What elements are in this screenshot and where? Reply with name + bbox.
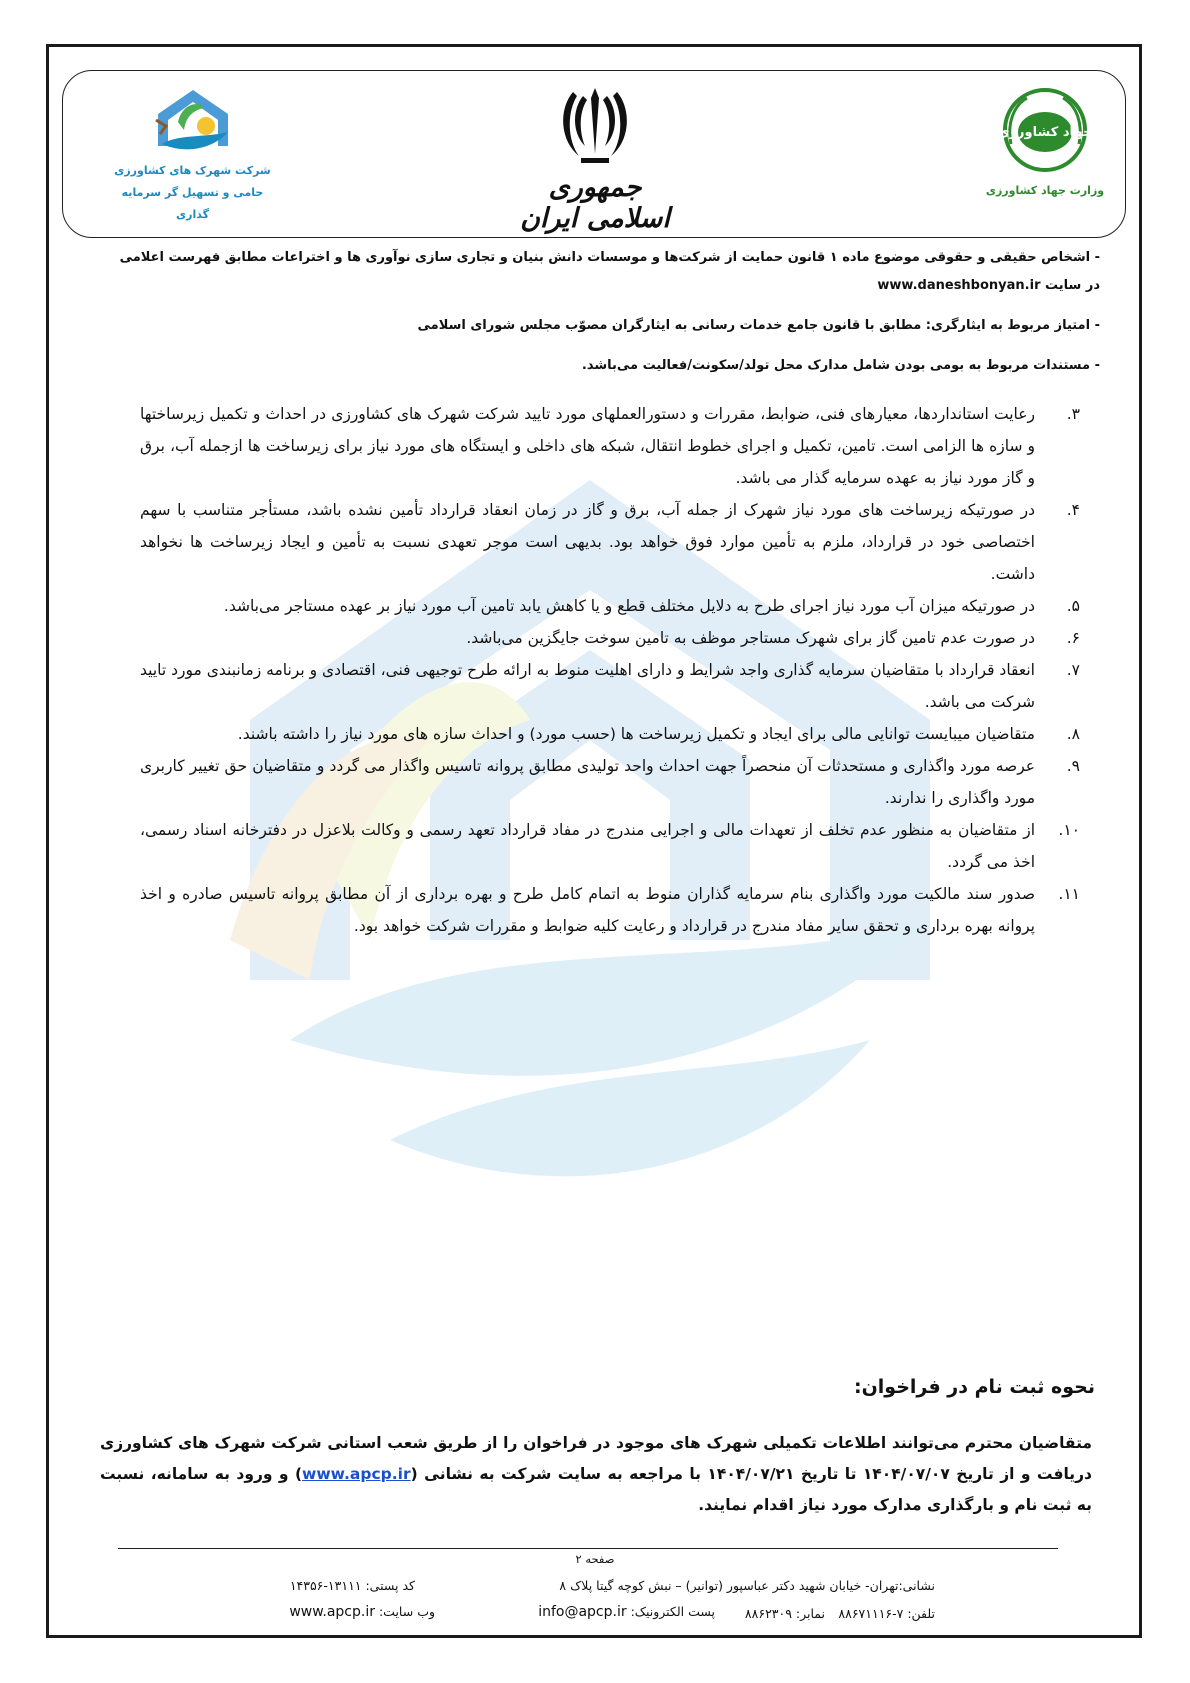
list-item: [140, 622, 1080, 654]
item-number: ۹.: [1066, 757, 1080, 775]
footer-postal-code: کد پستی: ۱۳۱۱۱-۱۴۳۵۶: [289, 1578, 415, 1593]
iran-coat-of-arms-icon: [555, 84, 635, 166]
website-label: وب سایت:: [378, 1604, 435, 1619]
item-number: ۱۱.: [1058, 885, 1080, 903]
item-text: از متقاضیان به منظور عدم تخلف از تعهدات مالی و اجرایی مندرج در مفاد قرارداد تعهد رسمی و وکالت بلاعزل در دفترخانه اسناد رسمی، اخذ می گردد.: [140, 821, 1035, 871]
bullet-note: - اشخاص حقیقی و حقوقی موضوع ماده ۱ قانون حمایت از شرکت‌ها و موسسات دانش بنیان و تجاری سازی نوآوری ها و اختراعات مطابق فهرست اعلامی در سایت www.daneshbonyan.ir: [119, 250, 1100, 293]
list-item: [140, 878, 1080, 942]
list-item: [140, 750, 1080, 814]
list-item: [140, 494, 1080, 590]
bullet-note: - مستندات مربوط به بومی بودن شامل مدارک محل تولد/سکونت/فعالیت می‌باشد.: [581, 358, 1100, 373]
registration-text-part: متقاضیان محترم می‌توانند اطلاعات تکمیلی شهرک های موجود در فراخوان را از طریق شعب استانی شرکت شهرک های کشاورزی دریافت و از تاریخ ۱۴۰۴/۰۷/۰۷ تا تاریخ ۱۴۰۴/۰۷/۲۱ با مراجعه به سایت شرکت به نشانی (: [100, 1434, 1092, 1483]
footer-email: [538, 1604, 715, 1620]
item-number: ۳.: [1066, 405, 1080, 423]
registration-text: [100, 1428, 1092, 1521]
agricultural-towns-logo: [110, 86, 275, 226]
left-logo-line1: شرکت شهرک های کشاورزی: [114, 164, 271, 177]
bullet-note: - امتیاز مربوط به ایثارگری: مطابق با قانون جامع خدمات رسانی به ایثارگران مصوّب مجلس شورای اسلامی: [417, 318, 1100, 333]
list-item: [140, 814, 1080, 878]
ministry-emblem-icon: [997, 84, 1093, 176]
item-text: عرصه مورد واگذاری و مستحدثات آن منحصراً جهت احداث واحد تولیدی مطابق پروانه تاسیس واگذار می گردد و متقاضیان حق تغییر کاربری مورد واگذاری را ندارند.: [140, 757, 1035, 807]
bullet-notes: [110, 244, 1100, 380]
ministry-caption: وزارت جهاد کشاورزی: [985, 184, 1105, 197]
republic-title: جمهوری اسلامی ایران: [520, 172, 670, 234]
registration-text-part: ) و ورود به سامانه، نسبت به ثبت نام و بارگذاری مدارک مورد نیاز اقدام نمایند.: [100, 1465, 1092, 1514]
list-item: [140, 654, 1080, 718]
footer-phone: تلفن: ۷-۸۸۶۷۱۱۱۶: [838, 1606, 935, 1621]
item-number: ۶.: [1066, 629, 1080, 647]
item-text: در صورتیکه زیرساخت های مورد نیاز شهرک از جمله آب، برق و گاز در زمان انعقاد قرارداد تأمین نشده باشد، مستأجر متناسب با سهم اختصاصی خود در قرارداد، ملزم به تأمین موارد فوق خواهد بود. بدیهی است موجر تعهدی نسبت به تأمین و ایجاد زیرساخت ها نخواهد داشت.: [140, 501, 1035, 583]
footer-divider: [118, 1548, 1058, 1549]
email-label: پست الکترونیک:: [630, 1604, 715, 1619]
list-item: [140, 590, 1080, 622]
website-link[interactable]: www.apcp.ir: [289, 1604, 375, 1620]
ministry-logo: [985, 84, 1105, 214]
item-number: ۸.: [1066, 725, 1080, 743]
email-link[interactable]: info@apcp.ir: [538, 1604, 627, 1620]
item-number: ۴.: [1066, 501, 1080, 519]
item-text: متقاضیان میبایست توانایی مالی برای ایجاد و تکمیل زیرساخت ها (حسب مورد) و احداث سازه های مورد نیاز را داشته باشند.: [237, 725, 1035, 743]
left-logo-line2: حامی و تسهیل گر سرمایه گذاری: [121, 186, 264, 221]
footer-website: [289, 1604, 435, 1620]
item-text: صدور سند مالکیت مورد واگذاری بنام سرمایه گذاران منوط به اتمام کامل طرح و بهره برداری از آن مطابق پروانه تاسیس صادره و اخذ پروانه بهره برداری و تحقق سایر مفاد مندرج در قرارداد و رعایت کلیه ضوابط و مقررات شرکت خواهد بود.: [140, 885, 1035, 935]
item-text: در صورتیکه میزان آب مورد نیاز اجرای طرح به دلایل مختلف قطع و یا کاهش یابد تامین آب مورد نیاز بر عهده مستاجر می‌باشد.: [223, 597, 1035, 615]
footer-address: نشانی:تهران- خیابان شهید دکتر عباسپور (توانیر) – نبش کوچه گیتا پلاک ۸: [559, 1578, 935, 1593]
item-text: در صورت عدم تامین گاز برای شهرک مستاجر موظف به تامین سوخت جایگزین می‌باشد.: [466, 629, 1035, 647]
item-number: ۵.: [1066, 597, 1080, 615]
iran-emblem: [505, 84, 685, 234]
apcp-link[interactable]: www.apcp.ir: [302, 1465, 411, 1483]
list-item: [140, 398, 1080, 494]
registration-title: نحوه ثبت نام در فراخوان:: [853, 1376, 1095, 1398]
item-text: رعایت استانداردها، معیارهای فنی، ضوابط، مقررات و دستورالعملهای مورد تایید شرکت شهرک های کشاورزی در احداث و تکمیل زیرساختها و سازه ها الزامی است. تامین، تکمیل و اجرای خطوط انتقال، شبکه های داخلی و ایستگاه های مورد نیاز برای زیرساخت ها ازجمله آب، برق و گاز مورد نیاز به عهده سرمایه گذار می باشد.: [140, 405, 1035, 487]
ministry-logo-text: جهاد کشاورزی: [997, 125, 1093, 140]
item-text: انعقاد قرارداد با متقاضیان سرمایه گذاری واجد شرایط و دارای اهلیت منوط به ارائه طرح توجیهی فنی، اقتصادی و برنامه زمانبندی مورد تایید شرکت می باشد.: [140, 661, 1035, 711]
item-number: ۱۰.: [1058, 821, 1080, 839]
item-number: ۷.: [1066, 661, 1080, 679]
agricultural-towns-emblem-icon: [148, 86, 238, 156]
page-number: صفحه ۲: [575, 1552, 615, 1566]
conditions-list: [140, 398, 1080, 942]
list-item: [140, 718, 1080, 750]
footer-fax: نمابر: ۸۸۶۲۳۰۹: [744, 1606, 825, 1621]
